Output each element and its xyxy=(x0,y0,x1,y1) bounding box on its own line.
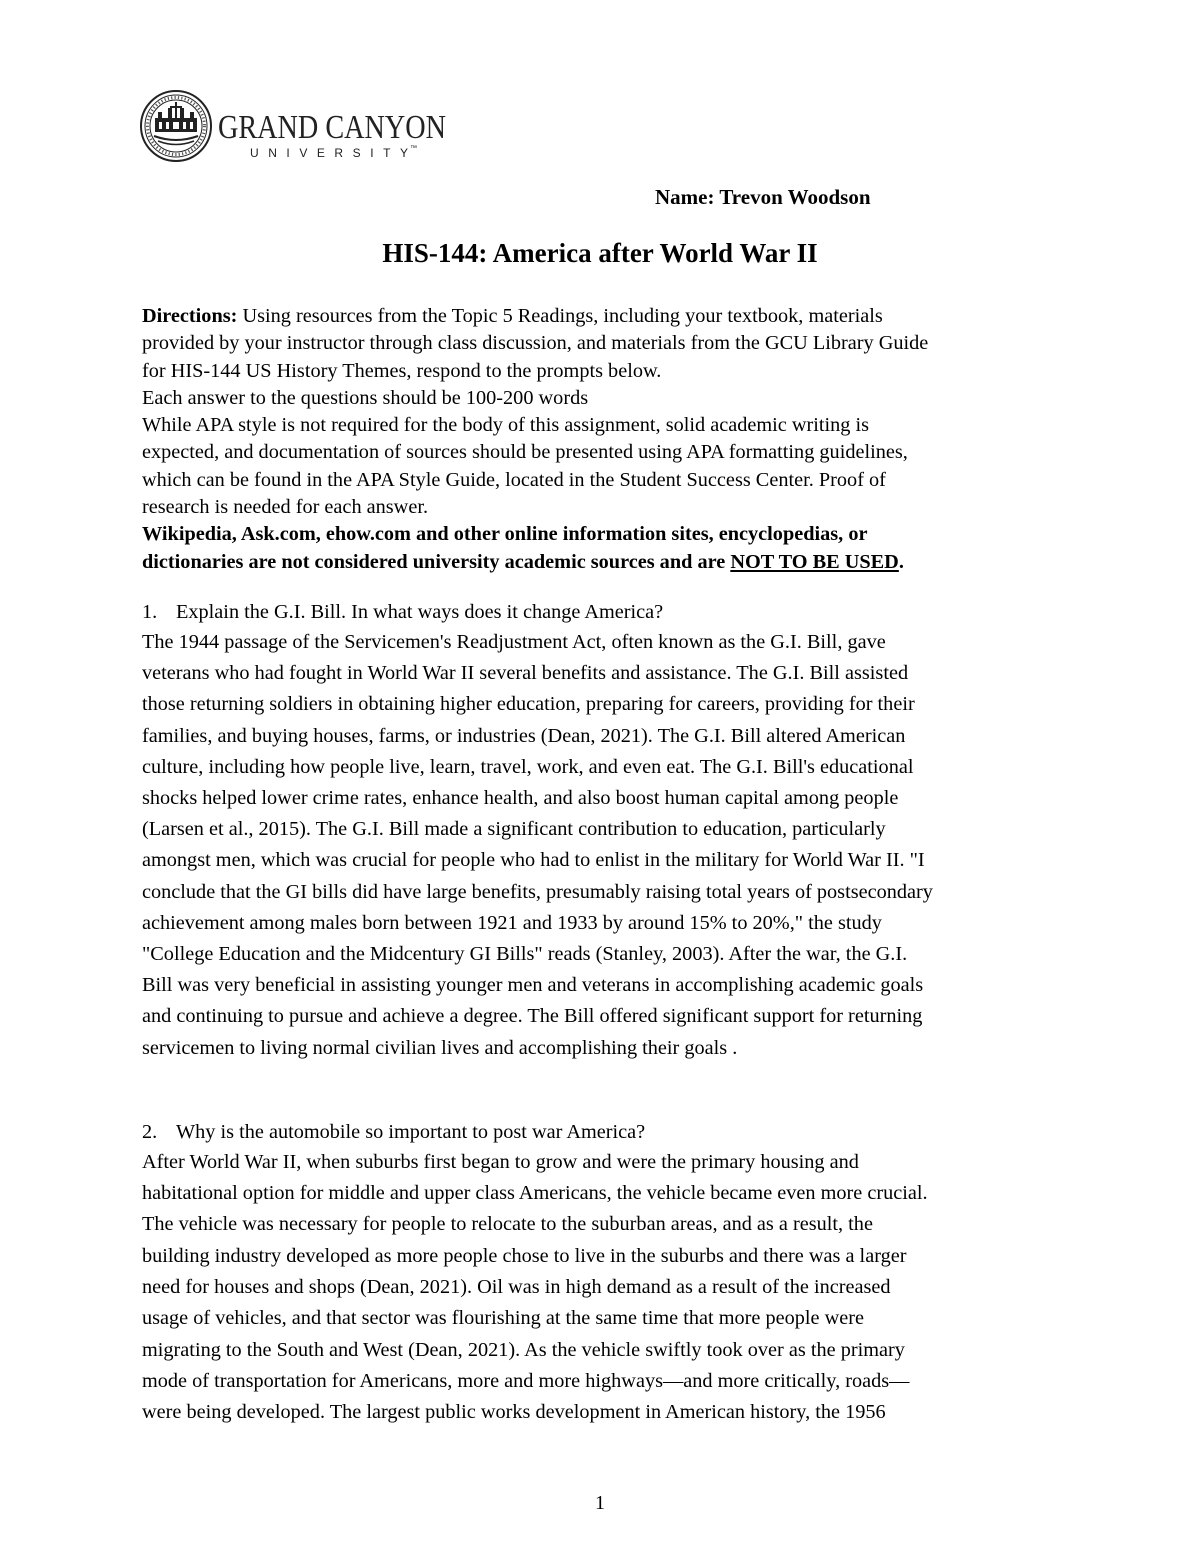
answer-line: After World War II, when suburbs first began to grow and were the primary housing and xyxy=(142,1150,859,1173)
directions-line: provided by your instructor through class discussion, and materials from the GCU Library Guide xyxy=(142,332,929,355)
sources-warning-text: dictionaries are not considered university academic sources and are xyxy=(142,550,731,573)
student-name-line xyxy=(655,185,871,210)
sources-warning-line: Wikipedia, Ask.com, ehow.com and other online information sites, encyclopedias, or xyxy=(142,523,868,546)
directions-section xyxy=(142,303,1082,576)
name-label: Name: xyxy=(655,185,715,209)
question-block xyxy=(142,1118,1082,1429)
directions-line: Each answer to the questions should be 100-200 words xyxy=(142,386,589,409)
directions-label: Directions: xyxy=(142,305,238,327)
question-text: Explain the G.I. Bill. In what ways does it change America? xyxy=(176,600,664,623)
spacer xyxy=(142,1064,1082,1118)
answer-line: habitational option for middle and upper class Americans, the vehicle became even more crucial. xyxy=(142,1182,928,1205)
answer-line: migrating to the South and West (Dean, 2021). As the vehicle swiftly took over as the primary xyxy=(142,1338,905,1361)
sources-warning-line xyxy=(142,549,1082,576)
not-to-be-used-emphasis: NOT TO BE USED xyxy=(730,550,899,573)
answer-line: need for houses and shops (Dean, 2021). Oil was in high demand as a result of the increased xyxy=(142,1276,891,1298)
logo-wordmark: GRAND CANYON xyxy=(218,109,446,146)
answer-line: achievement among males born between 1921 and 1933 by around 15% to 20%," the study xyxy=(142,911,882,934)
answer-line: and continuing to pursue and achieve a degree. The Bill offered significant support for returning xyxy=(142,1005,923,1028)
answer-line: conclude that the GI bills did have large benefits, presumably raising total years of postsecondary xyxy=(142,880,933,903)
question-number: 1. xyxy=(142,600,158,623)
answer-line: veterans who had fought in World War II several benefits and assistance. The G.I. Bill assisted xyxy=(142,662,909,685)
answer-line: amongst men, which was crucial for people who had to enlist in the military for World War II. "I xyxy=(142,849,925,872)
student-name: Trevon Woodson xyxy=(719,185,871,209)
answer-line: The vehicle was necessary for people to relocate to the suburban areas, and as a result, the xyxy=(142,1213,873,1236)
question-text: Why is the automobile so important to post war America? xyxy=(176,1120,646,1143)
answer-line: usage of vehicles, and that sector was flourishing at the same time that more people were xyxy=(142,1307,864,1330)
sources-warning-end: . xyxy=(898,550,904,573)
logo-subtitle: UNIVERSITY xyxy=(250,146,408,160)
directions-line: expected, and documentation of sources should be presented using APA formatting guidelines, xyxy=(142,441,908,464)
page-title: HIS-144: America after World War II xyxy=(382,238,818,268)
directions-text: Using resources from the Topic 5 Readings, including your textbook, materials xyxy=(237,305,883,327)
answer-line: those returning soldiers in obtaining higher education, preparing for careers, providing for their xyxy=(142,693,915,716)
directions-line: research is needed for each answer. xyxy=(142,496,429,519)
answer-line: building industry developed as more people chose to live in the suburbs and there was a larger xyxy=(142,1244,907,1267)
seal-icon xyxy=(141,91,211,161)
document-body xyxy=(142,303,1082,1428)
answer-line: The 1944 passage of the Servicemen's Readjustment Act, often known as the G.I. Bill, gave xyxy=(142,630,886,653)
question-number: 2. xyxy=(142,1120,158,1143)
answer-line: were being developed. The largest public works development in American history, the 1956 xyxy=(142,1401,886,1424)
directions-line xyxy=(142,303,1082,330)
directions-line: which can be found in the APA Style Guide, located in the Student Success Center. Proof of xyxy=(142,468,886,491)
directions-line: While APA style is not required for the body of this assignment, solid academic writing is xyxy=(142,414,870,437)
answer-line: shocks helped lower crime rates, enhance health, and also boost human capital among people xyxy=(142,786,899,809)
answer-line: "College Education and the Midcentury GI Bills" reads (Stanley, 2003). After the war, the G.I. xyxy=(142,943,908,965)
question-prompt xyxy=(142,1118,1082,1147)
answer-line: culture, including how people live, learn, travel, work, and even eat. The G.I. Bill's educational xyxy=(142,755,914,778)
question-block xyxy=(142,598,1082,1064)
answer-line: servicemen to living normal civilian lives and accomplishing their goals . xyxy=(142,1036,738,1059)
answer-line: families, and buying houses, farms, or industries (Dean, 2021). The G.I. Bill altered American xyxy=(142,724,906,747)
logo-trademark: ™ xyxy=(410,145,417,152)
answer-line: (Larsen et al., 2015). The G.I. Bill made a significant contribution to education, particularly xyxy=(142,818,886,841)
directions-line: for HIS-144 US History Themes, respond to the prompts below. xyxy=(142,359,662,382)
page-number: 1 xyxy=(595,1492,605,1514)
answer-line: mode of transportation for Americans, more and more highways—and more critically, roads— xyxy=(142,1369,910,1392)
answer-line: Bill was very beneficial in assisting younger men and veterans in accomplishing academic goals xyxy=(142,974,924,997)
university-logo xyxy=(138,88,458,168)
question-prompt xyxy=(142,598,1082,627)
spacer xyxy=(142,576,1082,598)
